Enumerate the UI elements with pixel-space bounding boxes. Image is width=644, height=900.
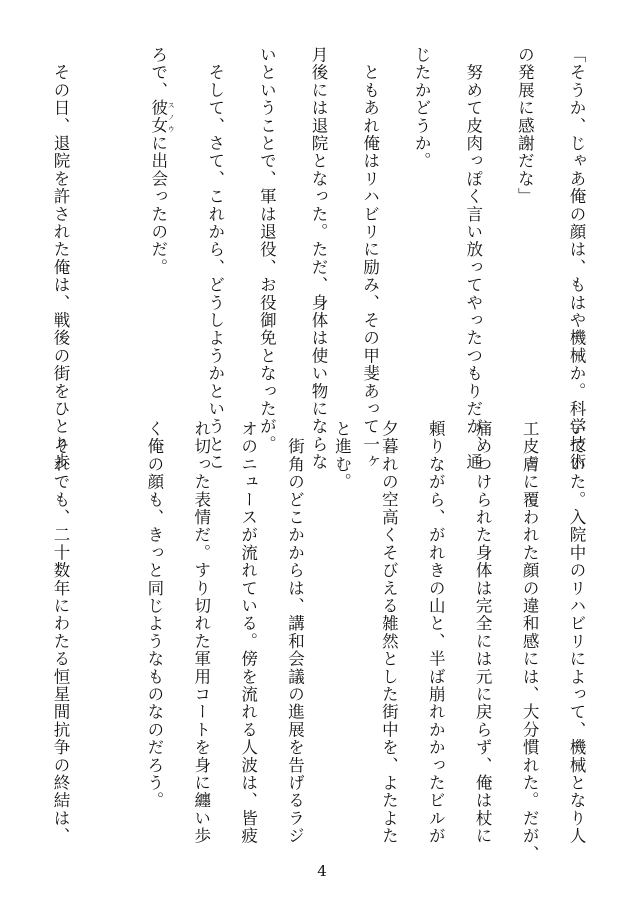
text-line: その日、退院を許された俺は、戦後の街をひとり歩 xyxy=(51,46,70,471)
ruby-reading: スノウ xyxy=(167,99,176,135)
text-line: と進む。 xyxy=(332,420,352,491)
text-line: く俺の顔も、きっと同じようなものなのだろう。 xyxy=(144,420,164,810)
ruby-base: 彼女 xyxy=(148,99,168,135)
page-number: 4 xyxy=(317,862,327,880)
text-line: それでも、二十数年にわたる恒星間抗争の終結は、 xyxy=(51,420,70,845)
text-line: じたかどうか。 xyxy=(412,46,432,170)
text-line: ともあれ俺はリハビリに励み、その甲斐あって一ヶ xyxy=(360,46,380,471)
text-line: 努めて皮肉っぽく言い放ってやったつもりだが、通 xyxy=(463,46,483,471)
text-line: 「そうか、じゃあ俺の顔は、もはや機械か。科学技術 xyxy=(566,46,586,471)
text-line: 街角のどこかからは、講和会議の進展を告げるラジ xyxy=(285,420,305,845)
text-line: れ切った表情だ。すり切れた軍用コートを身に纏い歩 xyxy=(191,420,211,845)
text-line: オのニュースが流れている。傍を流れる人波は、皆疲 xyxy=(238,420,258,845)
ruby-word xyxy=(148,99,176,135)
text-line: 頼りながら、がれきの山と、半ば崩れかかったビルが xyxy=(426,420,446,845)
text-line: いていた。入院中のリハビリによって、機械となり人 xyxy=(566,420,586,845)
text-line: の発展に感謝だな」 xyxy=(515,46,535,206)
text-line: 痛めつけられた身体は完全には元に戻らず、俺は杖に xyxy=(473,420,493,845)
text-line: 夕暮れの空高くそびえる雑然とした街中を、よたよた xyxy=(379,420,399,845)
text-line: 工皮膚に覆われた顔の違和感には、大分慣れた。だが、 xyxy=(520,420,540,863)
text-line: 月後には退院となった。ただ、身体は使い物にならな xyxy=(308,46,328,471)
lower-text-block xyxy=(48,420,588,863)
text-line-with-ruby: ろで、彼女 スノウに出会ったのだ。 xyxy=(148,46,176,277)
text-line: そして、さて、これから、どうしようかというとこ xyxy=(205,46,225,471)
text-line: いということで、軍は退役、お役御免となったが。 xyxy=(257,46,277,454)
